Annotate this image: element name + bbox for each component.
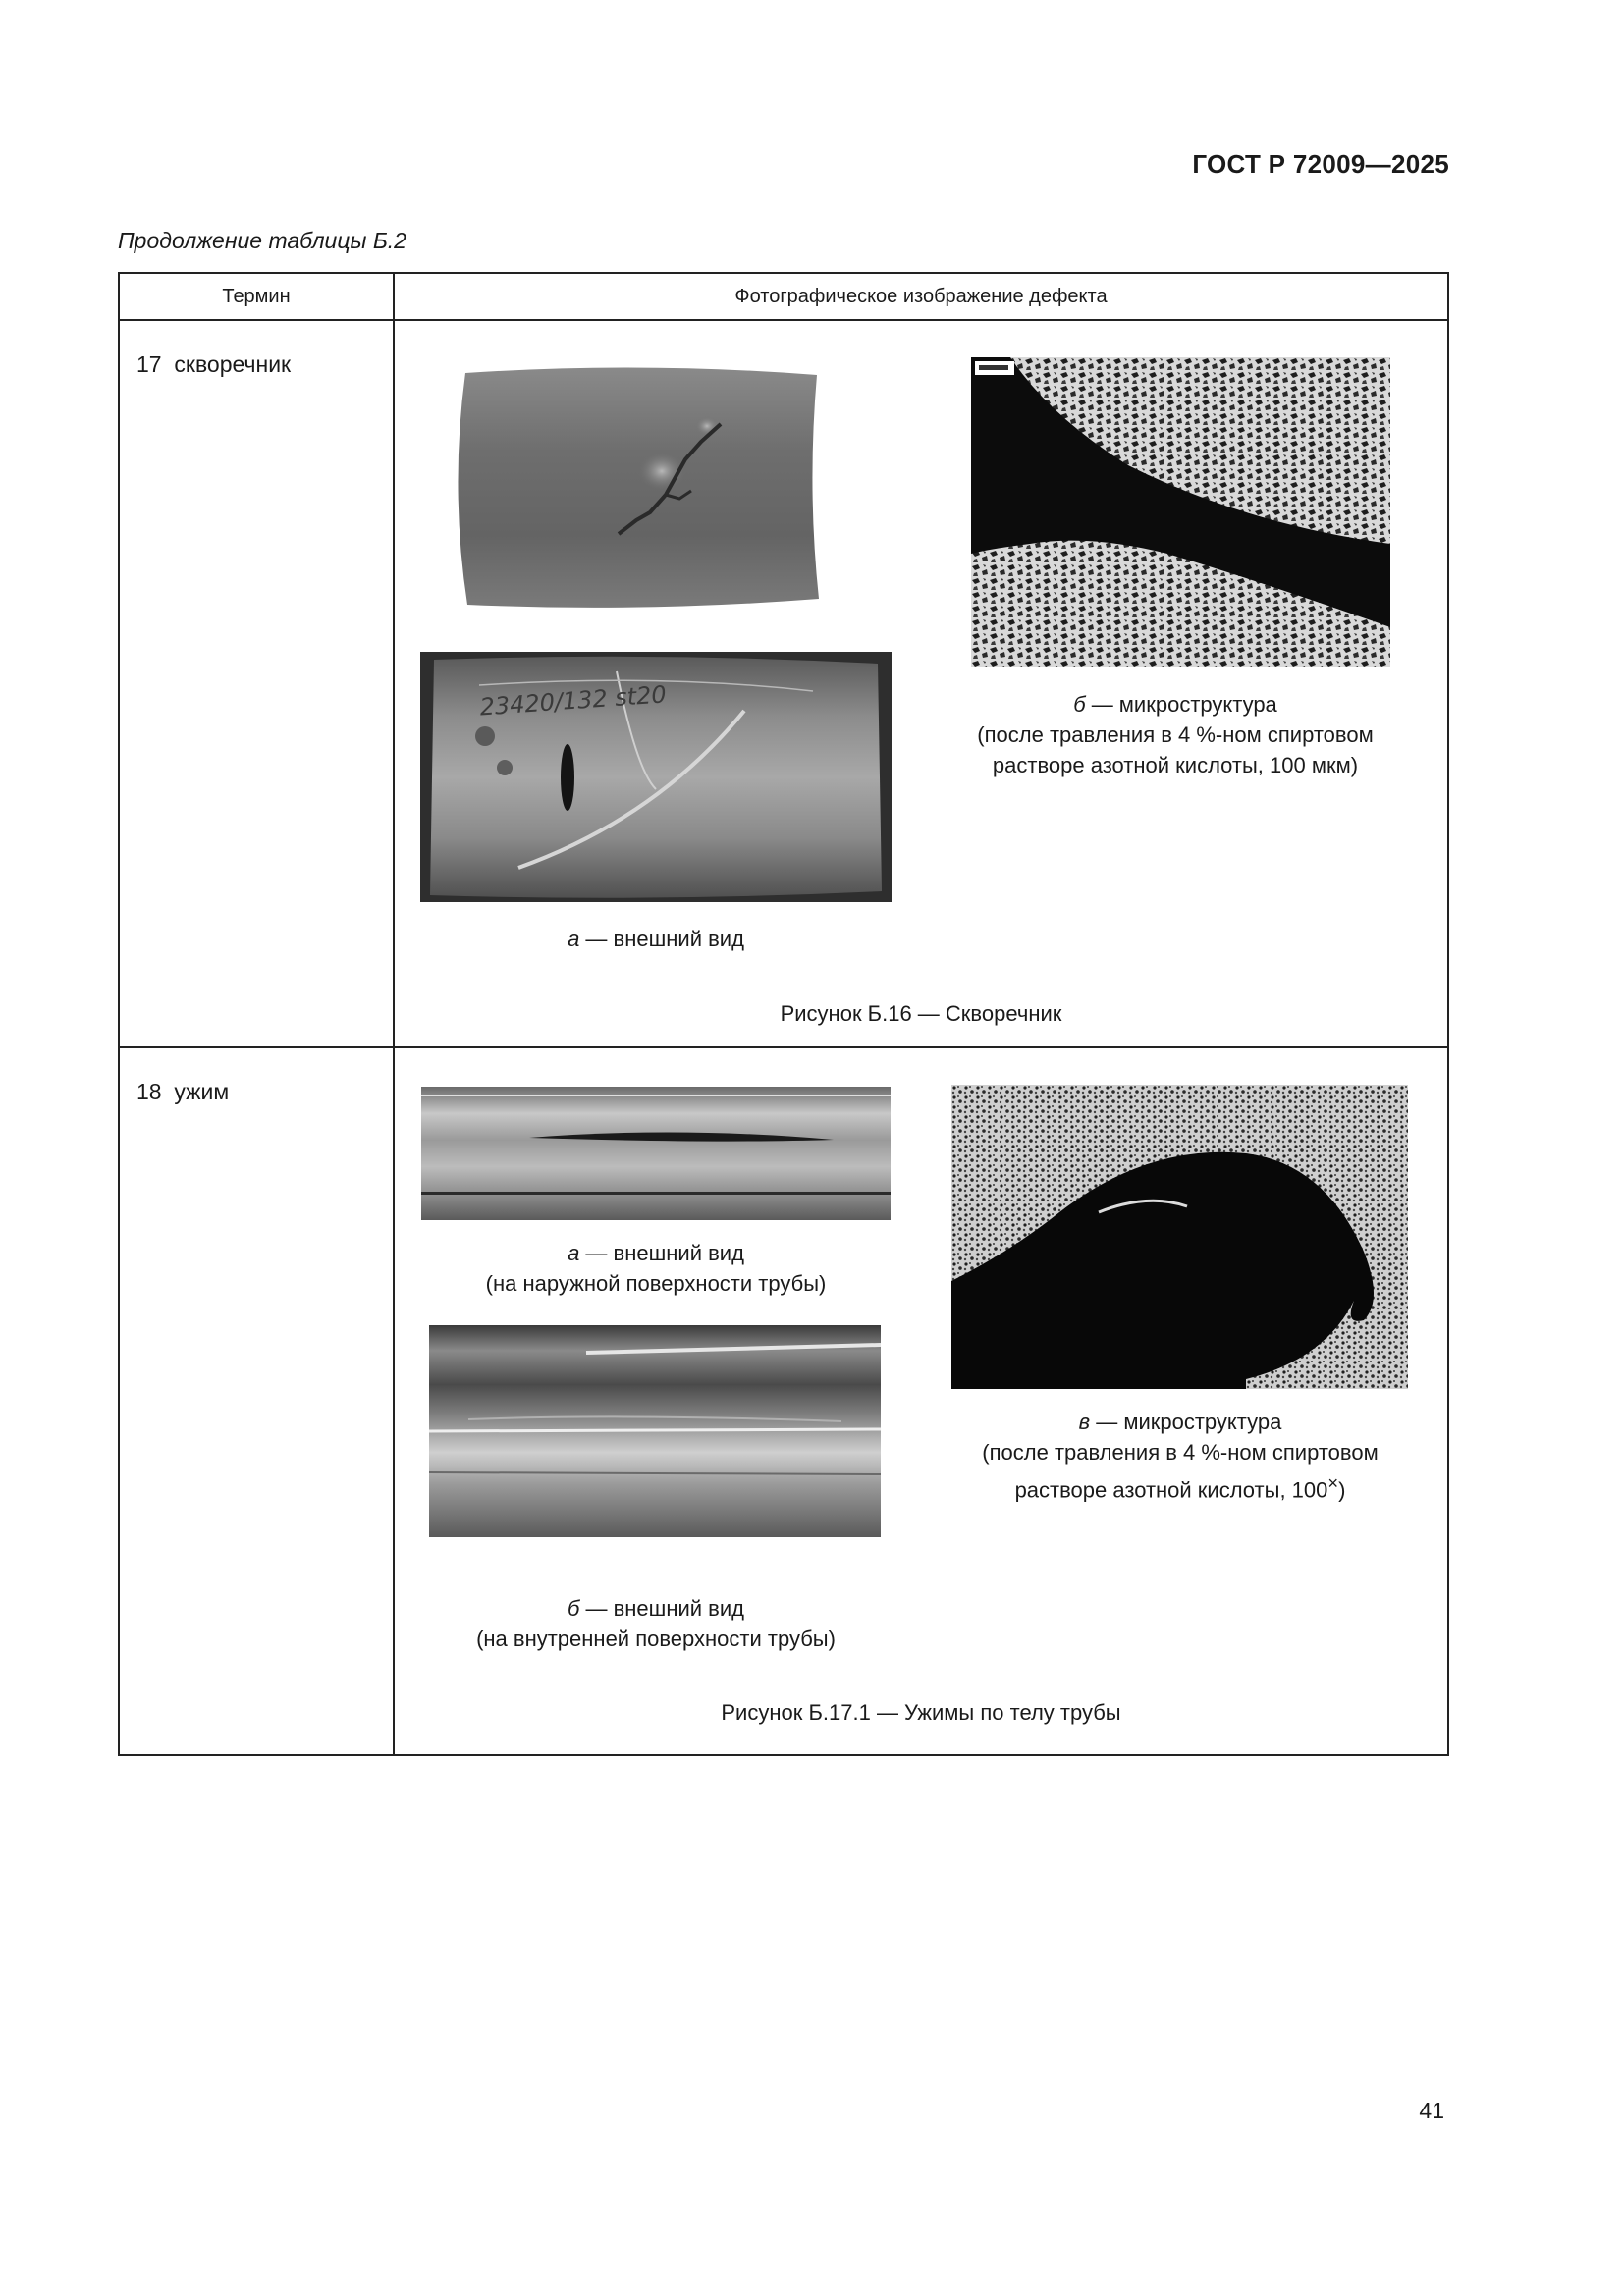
term-number: 17 xyxy=(136,351,162,377)
table-row-term xyxy=(136,1079,229,1105)
caption-text: (после травления в 4 %-ном спиртовом xyxy=(982,1440,1379,1465)
column-header-photo: Фотографическое изображение дефекта xyxy=(734,286,1108,307)
caption-letter: б xyxy=(1073,692,1086,717)
caption-letter: в xyxy=(1078,1410,1091,1434)
caption-b17-a xyxy=(421,1238,891,1299)
caption-b17-b xyxy=(421,1593,891,1654)
figure-caption-b16: Рисунок Б.16 — Скворечник xyxy=(780,1001,1062,1026)
photo-b16-exterior-crack xyxy=(444,367,837,611)
caption-text: ) xyxy=(1338,1477,1346,1503)
caption-text: — внешний вид xyxy=(579,1241,744,1265)
caption-b16-b xyxy=(925,689,1426,780)
caption-text: — внешний вид xyxy=(579,1596,744,1621)
caption-text: растворе азотной кислоты, 100 xyxy=(1014,1477,1328,1503)
caption-text: (на внутренней поверхности трубы) xyxy=(476,1627,836,1651)
table-continuation-label: Продолжение таблицы Б.2 xyxy=(118,228,406,253)
caption-text: — микроструктура xyxy=(1090,1410,1282,1434)
table-row-term xyxy=(136,351,291,378)
term-number: 18 xyxy=(136,1079,162,1104)
caption-letter: а xyxy=(568,927,580,951)
figure-caption-b17: Рисунок Б.17.1 — Ужимы по телу трубы xyxy=(721,1700,1121,1725)
caption-text: — внешний вид xyxy=(579,927,744,951)
defects-table xyxy=(118,272,1449,1756)
caption-letter: а xyxy=(568,1241,580,1265)
document-code: ГОСТ Р 72009—2025 xyxy=(1192,149,1449,179)
caption-text: растворе азотной кислоты, 100 мкм) xyxy=(992,753,1359,777)
photo-b16-exterior-pipe xyxy=(420,652,892,902)
header-divider xyxy=(120,319,1447,321)
term-name: ужим xyxy=(174,1079,230,1104)
column-header-term: Термин xyxy=(222,286,291,307)
photo-b17-microstructure xyxy=(951,1085,1408,1389)
page-number: 41 xyxy=(1419,2098,1444,2123)
caption-text: (на наружной поверхности трубы) xyxy=(485,1271,827,1296)
caption-text: — микроструктура xyxy=(1085,692,1277,717)
caption-text: (после травления в 4 %-ном спиртовом xyxy=(977,722,1374,747)
photo-b16-microstructure xyxy=(971,357,1390,667)
row-divider xyxy=(120,1046,1447,1048)
caption-b17-c xyxy=(925,1407,1435,1505)
term-name: скворечник xyxy=(174,351,292,377)
photo-b17-outer-surface xyxy=(421,1087,891,1220)
caption-letter: б xyxy=(568,1596,580,1621)
caption-b16-a xyxy=(420,924,892,954)
photo-b17-inner-surface xyxy=(429,1325,881,1537)
magnification-sign: × xyxy=(1327,1472,1339,1493)
photo-handwriting: 23420/132 st20 xyxy=(478,680,668,721)
